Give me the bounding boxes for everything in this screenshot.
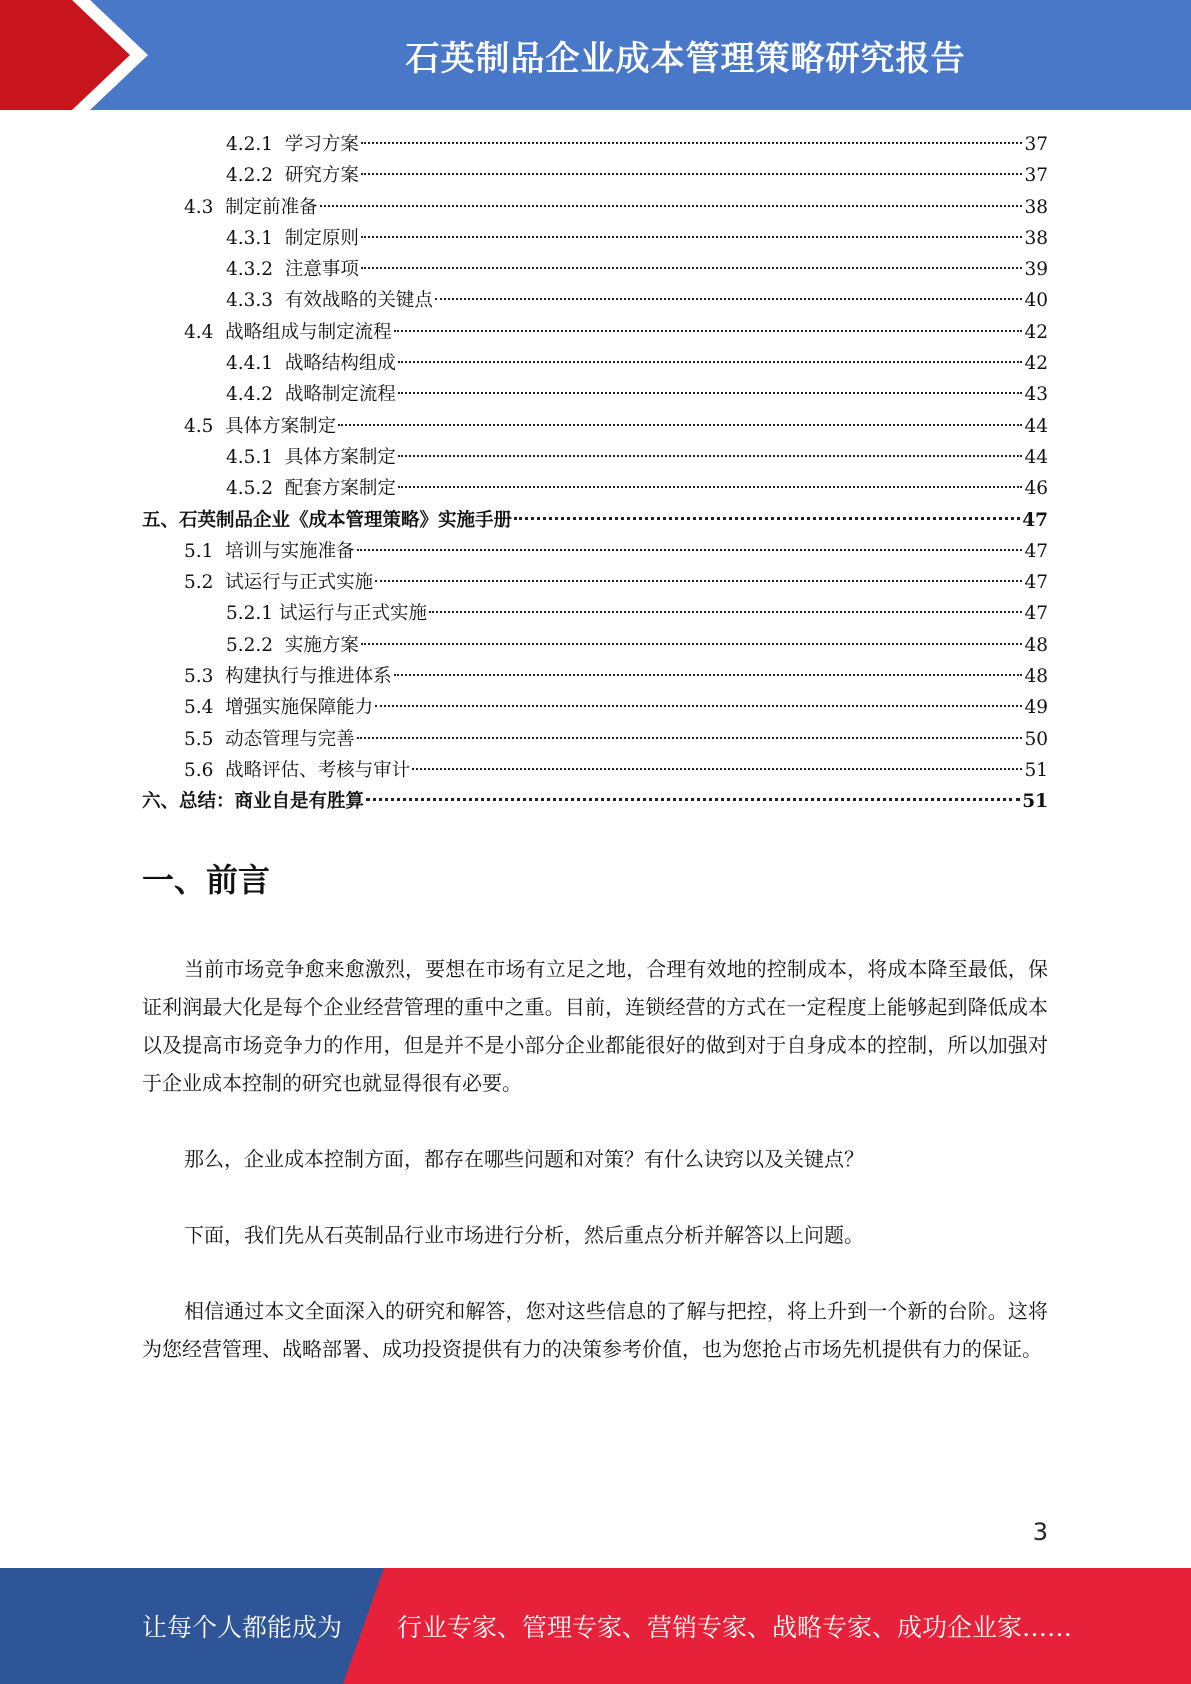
toc-entry-label: 5.4 增强实施保障能力 [184, 697, 374, 719]
toc-dot-leader [320, 205, 1023, 207]
toc-dot-leader [361, 267, 1023, 269]
toc-entry[interactable] [142, 129, 1048, 160]
toc-entry-page: 43 [1024, 384, 1048, 406]
toc-entry-label: 六、总结：商业自是有胜算 [142, 791, 365, 813]
paragraph: 下面，我们先从石英制品行业市场进行分析，然后重点分析并解答以上问题。 [184, 1223, 864, 1247]
toc-entry-page: 42 [1024, 321, 1048, 343]
toc-entry-label: 4.3 制定前准备 [184, 196, 318, 218]
toc-entry[interactable] [142, 411, 1048, 442]
toc-dot-leader [394, 674, 1023, 676]
toc-entry[interactable] [142, 536, 1048, 567]
toc-dot-leader [357, 549, 1023, 551]
toc-entry[interactable] [142, 692, 1048, 723]
toc-entry-label: 4.5.2 配套方案制定 [226, 478, 396, 500]
toc-entry[interactable] [142, 317, 1048, 348]
page-number: 3 [1032, 1518, 1048, 1546]
toc-entry-label: 4.5.1 具体方案制定 [226, 446, 396, 468]
table-of-contents [142, 129, 1048, 818]
toc-entry[interactable] [142, 348, 1048, 379]
toc-entry-page: 44 [1024, 415, 1048, 437]
header-red-arrow-shape [0, 0, 160, 110]
toc-dot-leader [361, 643, 1023, 645]
toc-dot-leader [361, 142, 1023, 144]
toc-dot-leader [361, 173, 1023, 175]
toc-entry-page: 48 [1024, 666, 1048, 688]
toc-entry-label: 五、石英制品企业《成本管理策略》实施手册 [142, 509, 513, 531]
toc-dot-leader [398, 455, 1023, 457]
footer-slogan-right: 行业专家、管理专家、营销专家、战略专家、成功企业家…… [397, 1613, 1073, 1642]
page-footer [0, 1568, 1191, 1684]
toc-entry-label: 5.5 动态管理与完善 [184, 728, 355, 750]
toc-entry-label: 4.2.1 学习方案 [226, 134, 359, 155]
toc-entry-page: 47 [1024, 540, 1048, 562]
toc-entry-page: 38 [1024, 227, 1048, 249]
section-title: 一、前言 [142, 861, 271, 899]
toc-entry-page: 37 [1024, 134, 1048, 155]
toc-entry[interactable] [142, 567, 1048, 598]
toc-dot-leader [338, 424, 1022, 426]
toc-entry[interactable] [142, 379, 1048, 410]
toc-entry[interactable] [142, 724, 1048, 755]
footer-slogan-left: 让每个人都能成为 [142, 1613, 343, 1642]
toc-entry[interactable] [142, 192, 1048, 223]
toc-entry[interactable] [142, 755, 1048, 786]
paragraph: 相信通过本文全面深入的研究和解答，您对这些信息的了解与把控，将上升到一个新的台阶。这将为您经营管理、战略部署、成功投资提供有力的决策参考价值，也为您抢占市场先机提供有力的保证。 [142, 1299, 1048, 1361]
toc-entry[interactable] [142, 285, 1048, 316]
toc-dot-leader [394, 330, 1023, 332]
toc-dot-leader [361, 236, 1023, 238]
toc-entry[interactable] [142, 661, 1048, 692]
toc-entry-page: 51 [1022, 791, 1048, 813]
toc-entry-label: 5.1 培训与实施准备 [184, 540, 355, 562]
toc-entry[interactable] [142, 630, 1048, 661]
toc-entry-label: 5.3 构建执行与推进体系 [184, 666, 392, 688]
toc-dot-leader [398, 486, 1023, 488]
toc-dot-leader [357, 737, 1023, 739]
section-body [142, 950, 1048, 1406]
toc-entry-label: 4.2.2 研究方案 [226, 165, 359, 187]
toc-entry-label: 4.3.3 有效战略的关键点 [226, 290, 433, 312]
toc-entry-page: 40 [1024, 290, 1048, 312]
toc-entry[interactable] [142, 442, 1048, 473]
page-header [0, 0, 1191, 110]
toc-entry-label: 4.3.1 制定原则 [226, 227, 359, 249]
toc-dot-leader [514, 517, 1020, 520]
toc-entry-page: 47 [1022, 509, 1048, 531]
toc-entry-page: 47 [1024, 572, 1048, 594]
toc-entry-page: 49 [1024, 697, 1048, 719]
toc-entry[interactable] [142, 473, 1048, 504]
toc-entry-label: 4.5 具体方案制定 [184, 415, 337, 437]
toc-entry[interactable] [142, 505, 1048, 536]
toc-entry-page: 48 [1024, 634, 1048, 656]
toc-entry-label: 5.6 战略评估、考核与审计 [184, 759, 411, 781]
toc-dot-leader [398, 361, 1023, 363]
toc-entry-page: 38 [1024, 196, 1048, 218]
toc-entry-page: 50 [1024, 728, 1048, 750]
toc-entry-page: 47 [1024, 603, 1048, 625]
toc-entry-label: 4.4 战略组成与制定流程 [184, 321, 392, 343]
toc-entry-page: 39 [1024, 259, 1048, 281]
toc-dot-leader [375, 705, 1022, 707]
toc-dot-leader [375, 580, 1022, 582]
toc-entry-page: 37 [1024, 165, 1048, 187]
toc-entry-page: 42 [1024, 353, 1048, 375]
toc-entry-label: 4.4.2 战略制定流程 [226, 384, 396, 406]
paragraph: 那么，企业成本控制方面，都存在哪些问题和对策？有什么诀窍以及关键点？ [184, 1147, 864, 1171]
toc-dot-leader [366, 798, 1020, 801]
toc-dot-leader [435, 298, 1023, 300]
toc-entry[interactable] [142, 598, 1048, 629]
toc-dot-leader [412, 768, 1022, 770]
toc-entry[interactable] [142, 786, 1048, 817]
toc-entry-label: 5.2.2 实施方案 [226, 634, 359, 656]
toc-entry-page: 51 [1024, 759, 1048, 781]
toc-entry-label: 4.4.1 战略结构组成 [226, 353, 396, 375]
toc-dot-leader [429, 611, 1022, 613]
paragraph: 当前市场竞争愈来愈激烈，要想在市场有立足之地，合理有效地的控制成本，将成本降至最低，保证利润最大化是每个企业经营管理的重中之重。目前，连锁经营的方式在一定程度上能够起到降低成本以及提高市场竞争力的作用，但是并不是小部分企业都能很好的做到对于自身成本的控制，所以加强对于企业成本控制的研究也就显得很有必要。 [142, 957, 1048, 1095]
toc-entry[interactable] [142, 254, 1048, 285]
toc-entry[interactable] [142, 160, 1048, 191]
toc-entry-page: 46 [1024, 478, 1048, 500]
toc-entry-label: 5.2.1 试运行与正式实施 [226, 603, 427, 625]
report-title: 石英制品企业成本管理策略研究报告 [405, 38, 966, 79]
toc-dot-leader [398, 392, 1023, 394]
toc-entry-label: 5.2 试运行与正式实施 [184, 572, 374, 594]
toc-entry-page: 44 [1024, 446, 1048, 468]
toc-entry-label: 4.3.2 注意事项 [226, 259, 359, 281]
toc-entry[interactable] [142, 223, 1048, 254]
